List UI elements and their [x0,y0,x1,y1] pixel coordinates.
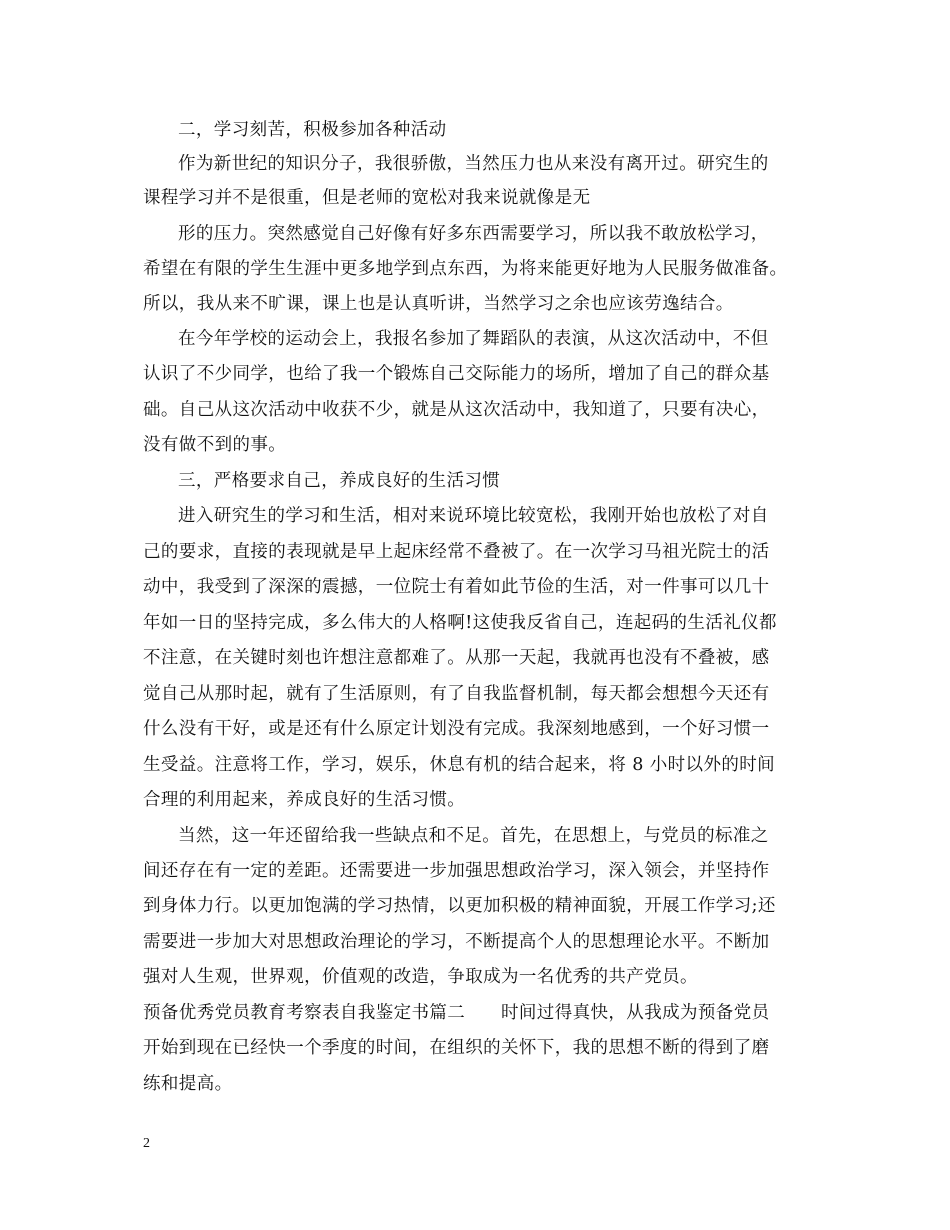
paragraph-line: 当然，这一年还留给我一些缺点和不足。首先，在思想上，与党员的标准之 [178,826,769,846]
paragraph-line: 作为新世纪的知识分子，我很骄傲，当然压力也从来没有离开过。研究生的 [178,154,769,174]
section-heading-three: 三，严格要求自己，养成良好的生活习惯 [178,471,501,491]
paragraph-line: 需要进一步加大对思想政治理论的学习，不断提高个人的思想理论水平。不断加 [143,932,770,952]
paragraph-line: 础。自己从这次活动中收获不少，就是从这次活动中，我知道了，只要有决心， [143,400,770,420]
paragraph-line: 认识了不少同学，也给了我一个锻炼自己交际能力的场所，增加了自己的群众基 [143,364,770,384]
paragraph-line: 生受益。注意将工作，学习，娱乐，休息有机的结合起来，将 8 小时以外的时间 [143,755,776,775]
paragraph-line: 形的压力。突然感觉自己好像有好多东西需要学习，所以我不敢放松学习， [178,224,769,244]
paragraph-line: 预备优秀党员教育考察表自我鉴定书篇二 时间过得真快，从我成为预备党员 [143,1003,770,1023]
paragraph-line: 希望在有限的学生生涯中更多地学到点东西，为将来能更好地为人民服务做准备。 [143,259,788,279]
paragraph-line: 强对人生观，世界观，价值观的改造，争取成为一名优秀的共产党员。 [143,967,698,987]
paragraph-line: 合理的利用起来，养成良好的生活习惯。 [143,790,466,810]
paragraph-line: 动中，我受到了深深的震撼，一位院士有着如此节俭的生活，对一件事可以几十 [143,577,770,597]
paragraph-line: 什么没有干好，或是还有什么原定计划没有完成。我深刻地感到，一个好习惯一 [143,719,770,739]
paragraph-line: 所以，我从来不旷课，课上也是认真听讲，当然学习之余也应该劳逸结合。 [143,294,734,314]
paragraph-line: 练和提高。 [143,1074,233,1094]
paragraph-line: 觉自己从那时起，就有了生活原则，有了自我监督机制，每天都会想想今天还有 [143,684,770,704]
paragraph-line: 己的要求，直接的表现就是早上起床经常不叠被了。在一次学习马祖光院士的活 [143,542,770,562]
paragraph-line: 年如一日的坚持完成，多么伟大的人格啊!这使我反省自己，连起码的生活礼仪都 [143,613,777,633]
paragraph-line: 课程学习并不是很重，但是老师的宽松对我来说就像是无 [143,188,591,208]
paragraph-line: 间还存在有一定的差距。还需要进一步加强思想政治学习，深入领会，并坚持作 [143,861,770,881]
paragraph-line: 开始到现在已经快一个季度的时间，在组织的关怀下，我的思想不断的得到了磨 [143,1038,770,1058]
page-number: 2 [143,1136,150,1151]
paragraph-line: 到身体力行。以更加饱满的学习热情，以更加积极的精神面貌，开展工作学习;还 [143,896,776,916]
paragraph-line: 进入研究生的学习和生活，相对来说环境比较宽松，我刚开始也放松了对自 [178,506,769,526]
paragraph-line: 在今年学校的运动会上，我报名参加了舞蹈队的表演，从这次活动中，不但 [178,329,769,349]
paragraph-line: 没有做不到的事。 [143,435,287,455]
paragraph-line: 不注意，在关键时刻也许想注意都难了。从那一天起，我就再也没有不叠被，感 [143,648,770,668]
section-heading-two: 二，学习刻苦，积极参加各种活动 [178,120,447,140]
